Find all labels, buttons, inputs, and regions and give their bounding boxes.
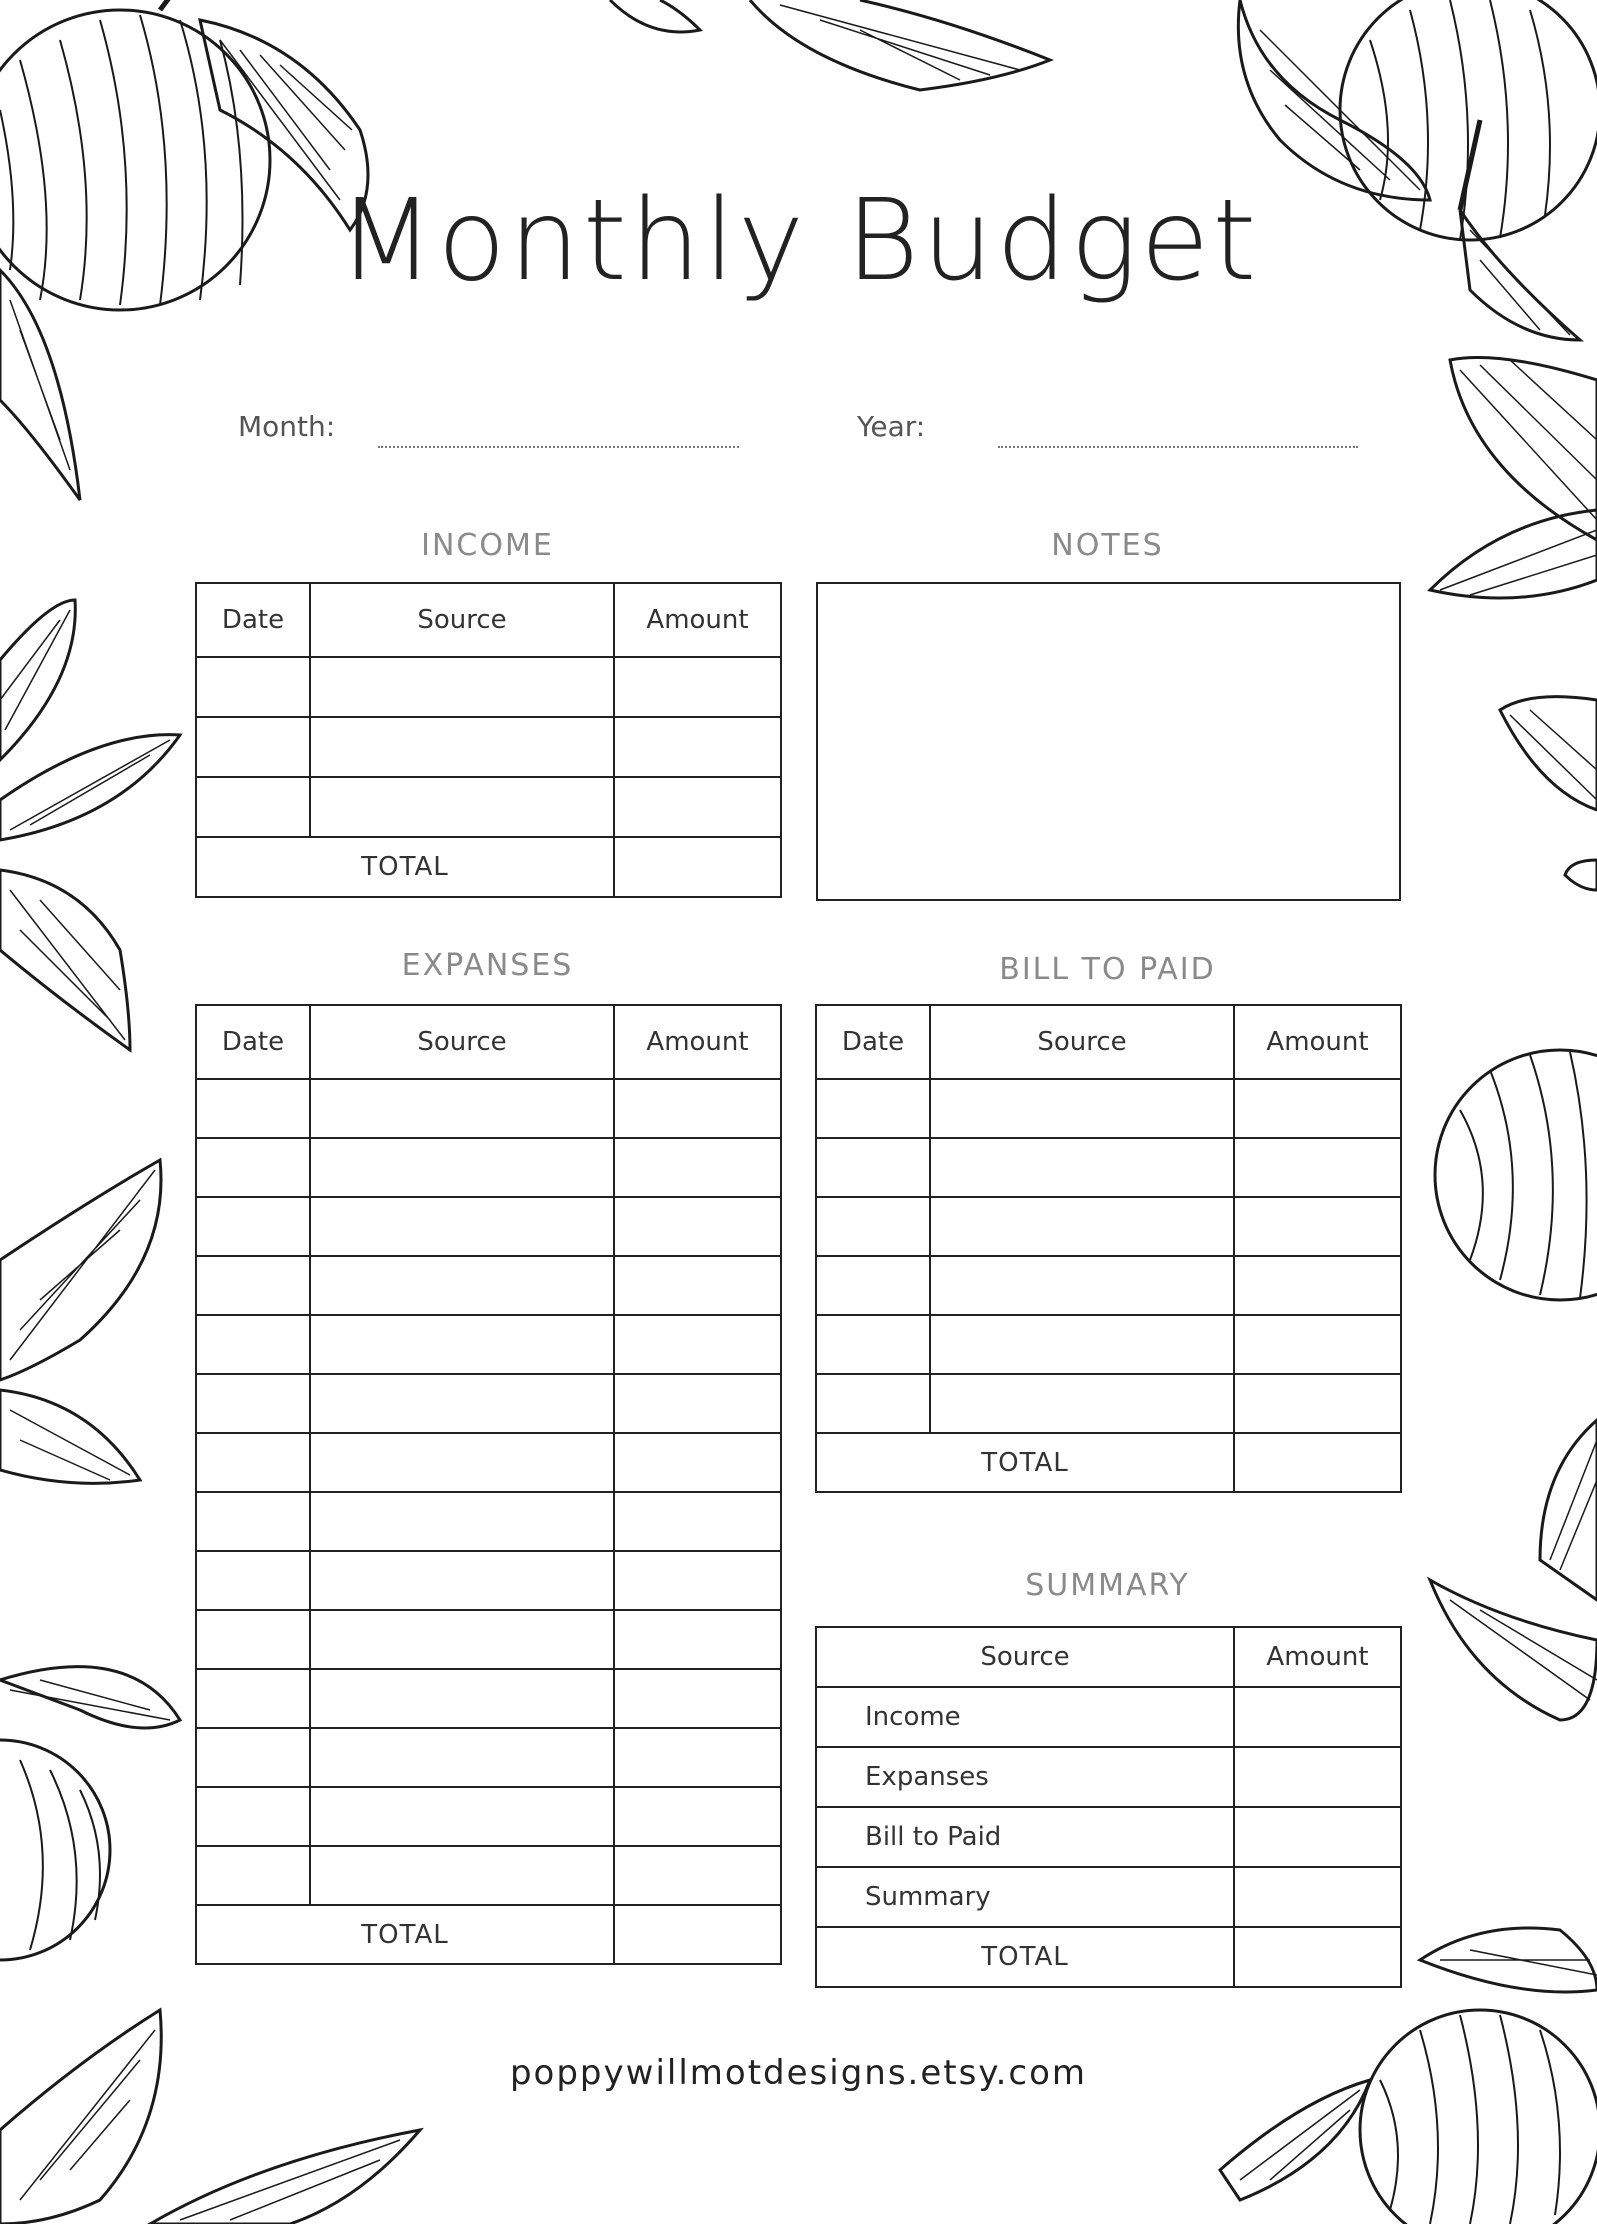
- summary-header-amount: Amount: [1234, 1627, 1401, 1687]
- bills-total-row: [816, 1433, 1401, 1492]
- bills-section-title: BILL TO PAID: [999, 952, 1216, 987]
- income-amount-cell[interactable]: [614, 777, 781, 837]
- income-source-cell[interactable]: [310, 777, 614, 837]
- income-section-title: INCOME: [421, 528, 554, 563]
- income-date-cell[interactable]: [196, 717, 310, 777]
- bills-amount-cell[interactable]: [1234, 1315, 1401, 1374]
- income-header-amount: Amount: [614, 583, 781, 657]
- income-header-source: Source: [310, 583, 614, 657]
- bills-row: [816, 1138, 1401, 1197]
- expenses-amount-cell[interactable]: [614, 1256, 781, 1315]
- expenses-amount-cell[interactable]: [614, 1610, 781, 1669]
- expenses-amount-cell[interactable]: [614, 1492, 781, 1551]
- bills-date-cell[interactable]: [816, 1079, 930, 1138]
- expenses-date-cell[interactable]: [196, 1492, 310, 1551]
- income-row: [196, 717, 781, 777]
- income-table: [195, 582, 782, 898]
- expenses-source-cell[interactable]: [310, 1669, 614, 1728]
- bills-row: [816, 1315, 1401, 1374]
- bills-date-cell[interactable]: [816, 1374, 930, 1433]
- expenses-source-cell[interactable]: [310, 1610, 614, 1669]
- month-label: Month:: [238, 410, 336, 443]
- bills-header-row: [816, 1005, 1401, 1079]
- expenses-amount-cell[interactable]: [614, 1787, 781, 1846]
- bills-header-date: Date: [816, 1005, 930, 1079]
- notes-box[interactable]: [816, 582, 1401, 901]
- income-source-cell[interactable]: [310, 657, 614, 717]
- summary-amount-cell[interactable]: [1234, 1687, 1401, 1747]
- expenses-total-amount-cell[interactable]: [614, 1905, 781, 1964]
- summary-total-row: [816, 1927, 1401, 1987]
- expenses-source-cell[interactable]: [310, 1138, 614, 1197]
- bills-row: [816, 1256, 1401, 1315]
- summary-row: [816, 1747, 1401, 1807]
- bills-total-amount-cell[interactable]: [1234, 1433, 1401, 1492]
- expenses-amount-cell[interactable]: [614, 1669, 781, 1728]
- income-header-date: Date: [196, 583, 310, 657]
- expenses-row: [196, 1728, 781, 1787]
- expenses-source-cell[interactable]: [310, 1315, 614, 1374]
- bills-amount-cell[interactable]: [1234, 1374, 1401, 1433]
- summary-row-label: Bill to Paid: [816, 1807, 1234, 1867]
- expenses-date-cell[interactable]: [196, 1551, 310, 1610]
- bills-row: [816, 1197, 1401, 1256]
- year-label: Year:: [857, 410, 926, 443]
- bills-row: [816, 1374, 1401, 1433]
- footer-url: poppywillmotdesigns.etsy.com: [509, 2053, 1088, 2093]
- income-total-row: [196, 837, 781, 897]
- expenses-header-source: Source: [310, 1005, 614, 1079]
- summary-row-label: Income: [816, 1687, 1234, 1747]
- income-source-cell[interactable]: [310, 717, 614, 777]
- expenses-date-cell[interactable]: [196, 1374, 310, 1433]
- summary-row-label: Expanses: [816, 1747, 1234, 1807]
- summary-amount-cell[interactable]: [1234, 1867, 1401, 1927]
- summary-total-amount-cell[interactable]: [1234, 1927, 1401, 1987]
- income-date-cell[interactable]: [196, 777, 310, 837]
- expenses-amount-cell[interactable]: [614, 1079, 781, 1138]
- expenses-source-cell[interactable]: [310, 1374, 614, 1433]
- bills-amount-cell[interactable]: [1234, 1197, 1401, 1256]
- bills-date-cell[interactable]: [816, 1315, 930, 1374]
- bills-total-label: TOTAL: [816, 1433, 1234, 1492]
- month-field-line[interactable]: [378, 446, 739, 448]
- income-row: [196, 657, 781, 717]
- income-date-cell[interactable]: [196, 657, 310, 717]
- expenses-date-cell[interactable]: [196, 1846, 310, 1905]
- expenses-date-cell[interactable]: [196, 1138, 310, 1197]
- bills-date-cell[interactable]: [816, 1138, 930, 1197]
- summary-row: [816, 1867, 1401, 1927]
- bills-source-cell[interactable]: [930, 1374, 1234, 1433]
- expenses-amount-cell[interactable]: [614, 1138, 781, 1197]
- summary-row: [816, 1687, 1401, 1747]
- expenses-date-cell[interactable]: [196, 1787, 310, 1846]
- bills-header-source: Source: [930, 1005, 1234, 1079]
- summary-amount-cell[interactable]: [1234, 1807, 1401, 1867]
- expenses-row: [196, 1315, 781, 1374]
- expenses-row: [196, 1787, 781, 1846]
- bills-date-cell[interactable]: [816, 1256, 930, 1315]
- expenses-amount-cell[interactable]: [614, 1374, 781, 1433]
- expenses-amount-cell[interactable]: [614, 1846, 781, 1905]
- expenses-section-title: EXPANSES: [401, 948, 574, 983]
- income-amount-cell[interactable]: [614, 717, 781, 777]
- expenses-source-cell[interactable]: [310, 1256, 614, 1315]
- expenses-source-cell[interactable]: [310, 1551, 614, 1610]
- summary-table: [815, 1626, 1402, 1988]
- bills-source-cell[interactable]: [930, 1256, 1234, 1315]
- expenses-row: [196, 1551, 781, 1610]
- bills-source-cell[interactable]: [930, 1315, 1234, 1374]
- expenses-row: [196, 1610, 781, 1669]
- expenses-source-cell[interactable]: [310, 1492, 614, 1551]
- expenses-row: [196, 1433, 781, 1492]
- income-amount-cell[interactable]: [614, 657, 781, 717]
- expenses-header-amount: Amount: [614, 1005, 781, 1079]
- summary-section-title: SUMMARY: [1025, 1568, 1190, 1603]
- expenses-table: [195, 1004, 782, 1965]
- expenses-source-cell[interactable]: [310, 1433, 614, 1492]
- expenses-date-cell[interactable]: [196, 1079, 310, 1138]
- income-total-label: TOTAL: [196, 837, 614, 897]
- summary-row-label: Summary: [816, 1867, 1234, 1927]
- expenses-amount-cell[interactable]: [614, 1433, 781, 1492]
- expenses-row: [196, 1846, 781, 1905]
- bills-source-cell[interactable]: [930, 1138, 1234, 1197]
- summary-header-row: [816, 1627, 1401, 1687]
- bills-amount-cell[interactable]: [1234, 1256, 1401, 1315]
- summary-header-source: Source: [816, 1627, 1234, 1687]
- expenses-date-cell[interactable]: [196, 1728, 310, 1787]
- expenses-row: [196, 1138, 781, 1197]
- expenses-date-cell[interactable]: [196, 1610, 310, 1669]
- expenses-header-date: Date: [196, 1005, 310, 1079]
- bills-row: [816, 1079, 1401, 1138]
- expenses-total-row: [196, 1905, 781, 1964]
- expenses-row: [196, 1079, 781, 1138]
- expenses-date-cell[interactable]: [196, 1315, 310, 1374]
- expenses-source-cell[interactable]: [310, 1728, 614, 1787]
- expenses-amount-cell[interactable]: [614, 1728, 781, 1787]
- page-title: Monthly Budget: [337, 176, 1260, 306]
- expenses-date-cell[interactable]: [196, 1256, 310, 1315]
- summary-row: [816, 1807, 1401, 1867]
- expenses-amount-cell[interactable]: [614, 1315, 781, 1374]
- expenses-header-row: [196, 1005, 781, 1079]
- expenses-row: [196, 1256, 781, 1315]
- bills-amount-cell[interactable]: [1234, 1079, 1401, 1138]
- notes-section-title: NOTES: [1051, 528, 1164, 563]
- expenses-amount-cell[interactable]: [614, 1551, 781, 1610]
- expenses-row: [196, 1197, 781, 1256]
- expenses-date-cell[interactable]: [196, 1433, 310, 1492]
- expenses-source-cell[interactable]: [310, 1846, 614, 1905]
- expenses-total-label: TOTAL: [196, 1905, 614, 1964]
- expenses-date-cell[interactable]: [196, 1669, 310, 1728]
- expenses-row: [196, 1492, 781, 1551]
- income-row: [196, 777, 781, 837]
- summary-amount-cell[interactable]: [1234, 1747, 1401, 1807]
- expenses-date-cell[interactable]: [196, 1197, 310, 1256]
- expenses-source-cell[interactable]: [310, 1197, 614, 1256]
- bills-date-cell[interactable]: [816, 1197, 930, 1256]
- bills-source-cell[interactable]: [930, 1197, 1234, 1256]
- bills-source-cell[interactable]: [930, 1079, 1234, 1138]
- expenses-amount-cell[interactable]: [614, 1197, 781, 1256]
- bills-header-amount: Amount: [1234, 1005, 1401, 1079]
- expenses-row: [196, 1374, 781, 1433]
- year-field-line[interactable]: [998, 446, 1358, 448]
- summary-total-label: TOTAL: [816, 1927, 1234, 1987]
- expenses-source-cell[interactable]: [310, 1787, 614, 1846]
- income-total-amount-cell[interactable]: [614, 837, 781, 897]
- bills-amount-cell[interactable]: [1234, 1138, 1401, 1197]
- expenses-source-cell[interactable]: [310, 1079, 614, 1138]
- income-header-row: [196, 583, 781, 657]
- expenses-row: [196, 1669, 781, 1728]
- bills-table: [815, 1004, 1402, 1493]
